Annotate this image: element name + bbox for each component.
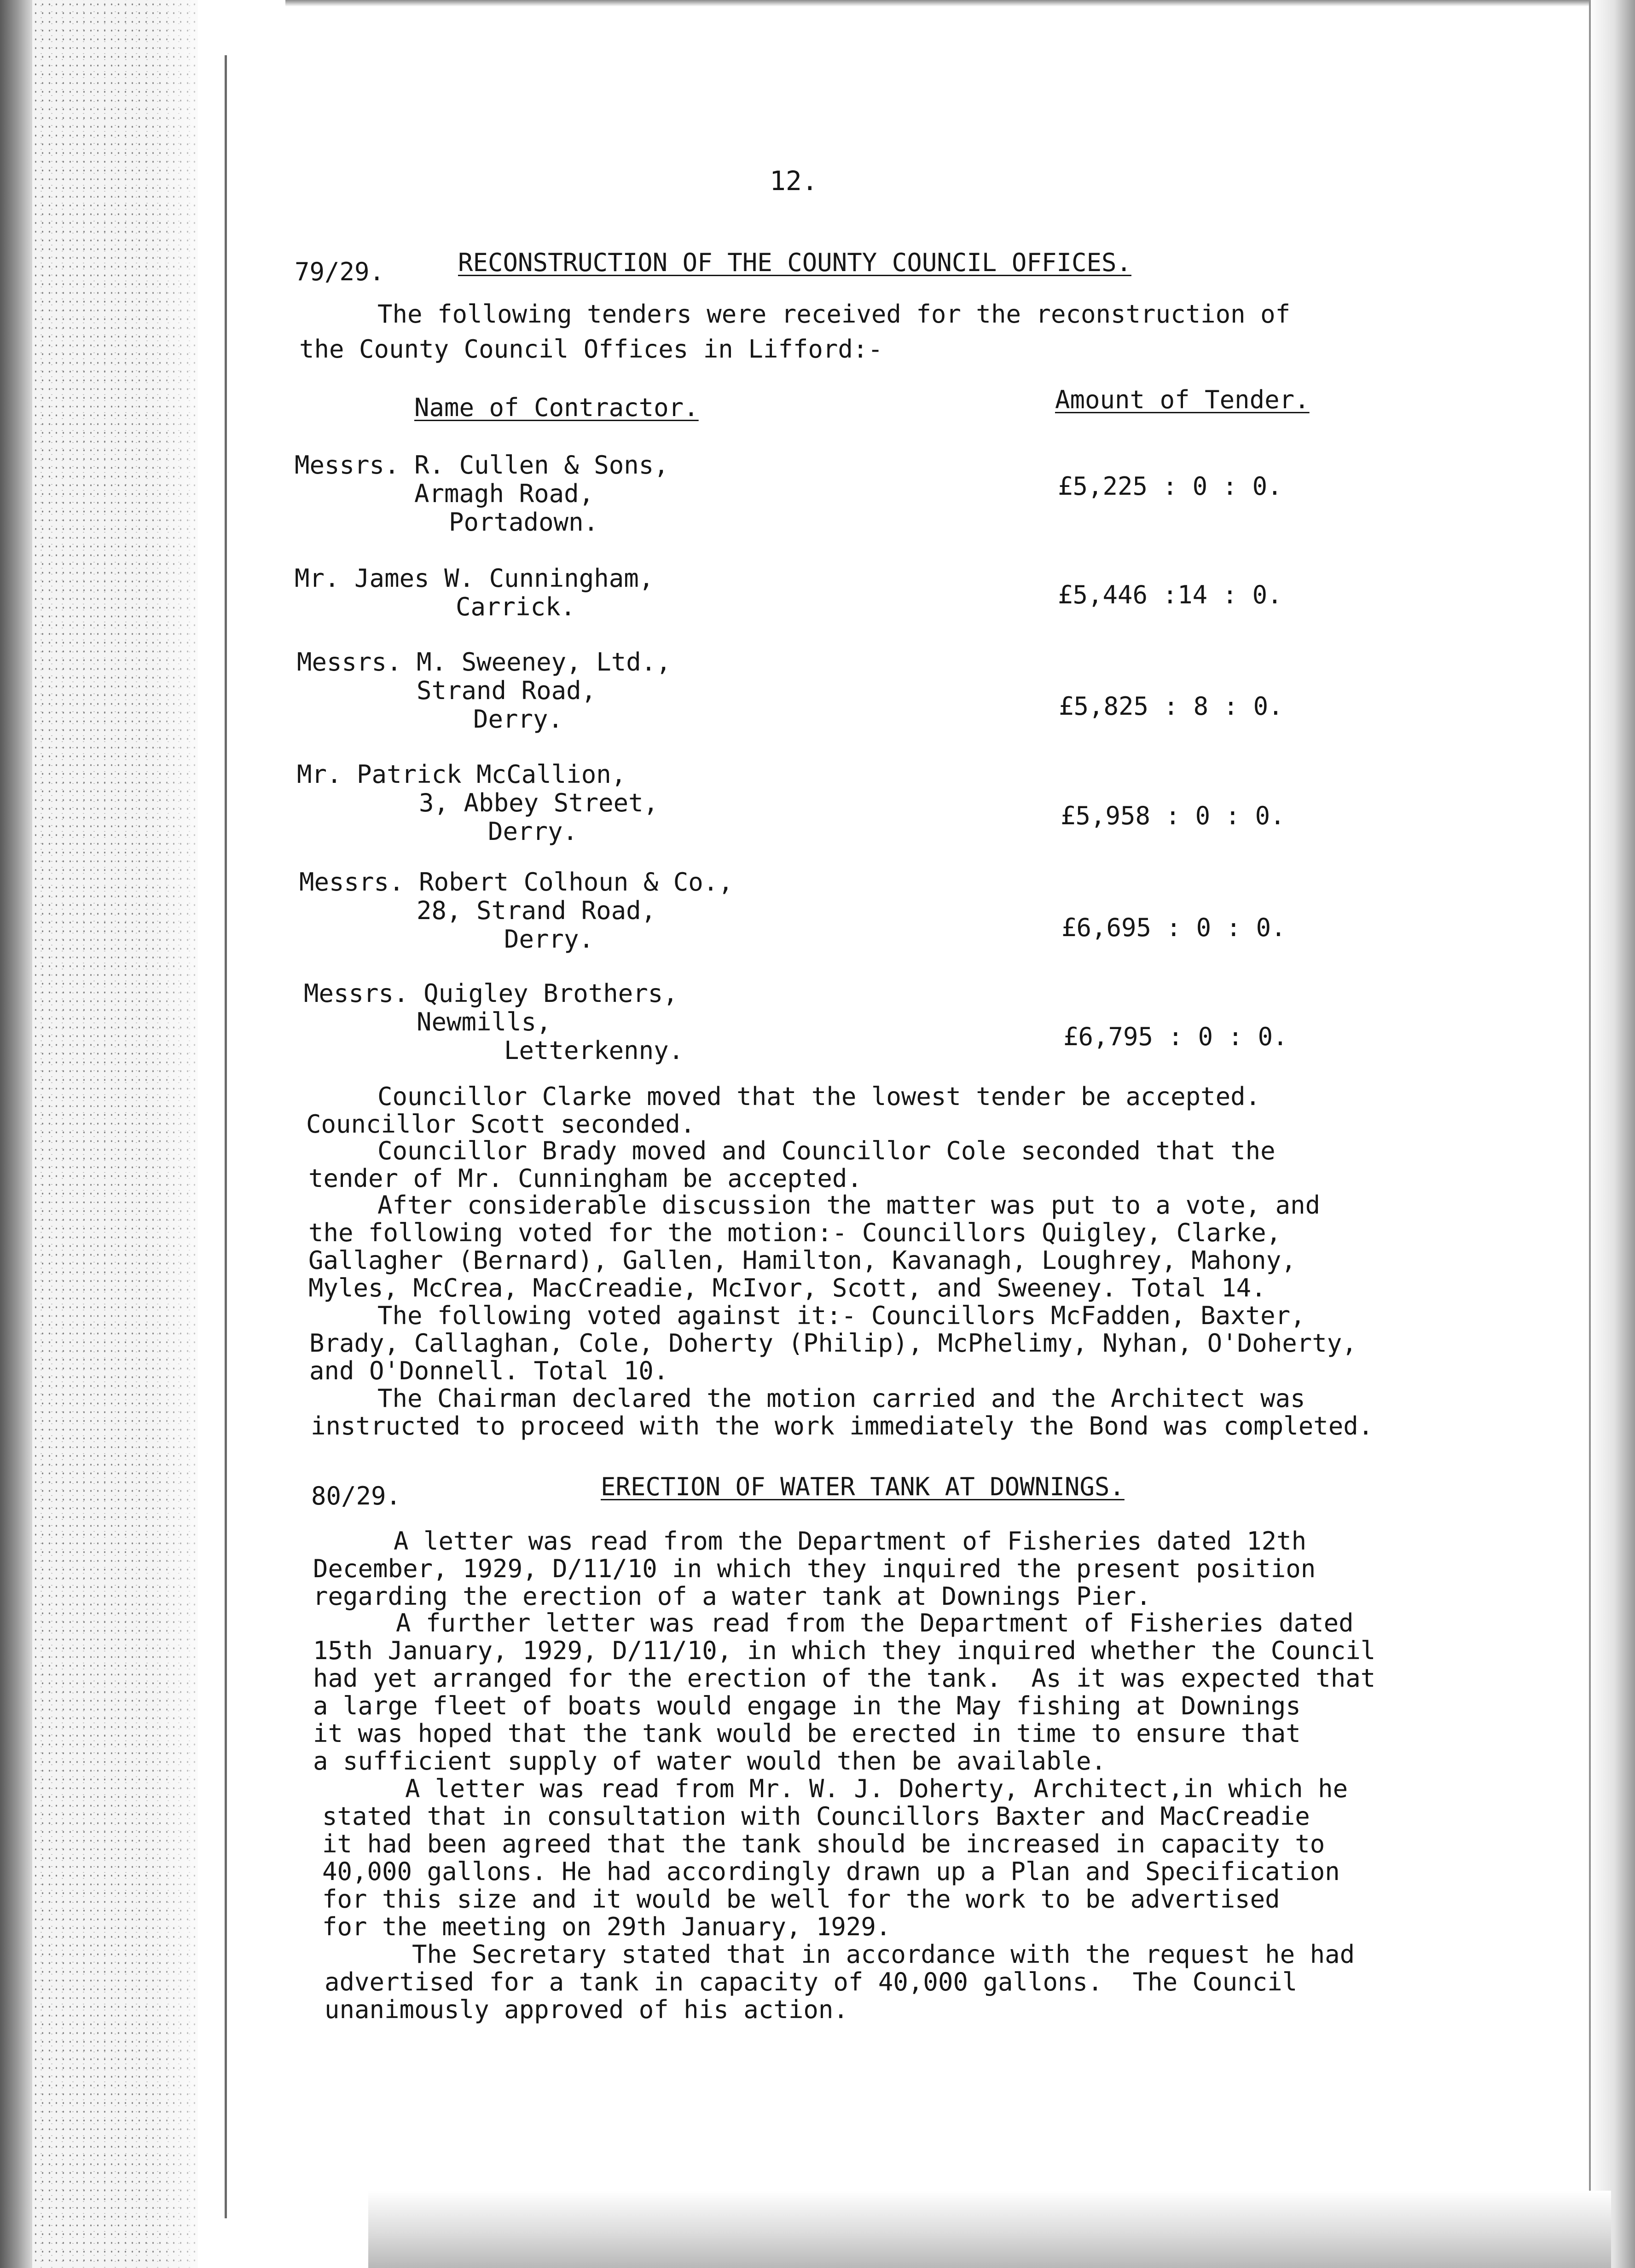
section-1-body-line-10: Brady, Callaghan, Cole, Doherty (Philip), McPhelimy, Nyhan, O'Doherty, bbox=[309, 1329, 1357, 1358]
tender-2-amount: £5,446 :14 : 0. bbox=[1058, 580, 1282, 609]
section-2-body-line-18: unanimously approved of his action. bbox=[325, 1995, 848, 2024]
section-1-body-line-1: Councillor Clarke moved that the lowest tender be accepted. bbox=[377, 1082, 1261, 1111]
tender-6-line-3: Letterkenny. bbox=[504, 1036, 684, 1065]
tender-4-line-1: Mr. Patrick McCallion, bbox=[297, 760, 626, 789]
tender-2-line-1: Mr. James W. Cunningham, bbox=[295, 564, 654, 593]
section-2-body-line-6: had yet arranged for the erection of the tank. As it was expected that bbox=[313, 1664, 1376, 1693]
tender-4-amount: £5,958 : 0 : 0. bbox=[1061, 801, 1285, 830]
section-2-ref: 80/29. bbox=[311, 1481, 401, 1510]
section-2-body-line-16: The Secretary stated that in accordance with the request he had bbox=[412, 1940, 1355, 1969]
section-1-body-line-8: Myles, McCrea, MacCreadie, McIvor, Scott, and Sweeney. Total 14. bbox=[308, 1273, 1266, 1302]
tender-3-amount: £5,825 : 8 : 0. bbox=[1059, 692, 1283, 721]
tender-1-line-1: Messrs. R. Cullen & Sons, bbox=[295, 451, 669, 480]
section-2-body-line-1: A letter was read from the Department of Fisheries dated 12th bbox=[394, 1527, 1307, 1556]
column-header-contractor: Name of Contractor. bbox=[414, 393, 699, 422]
tender-3-line-2: Strand Road, bbox=[417, 676, 597, 705]
section-2-body-line-15: for the meeting on 29th January, 1929. bbox=[322, 1912, 891, 1941]
section-1-ref: 79/29. bbox=[295, 257, 385, 286]
section-2-body-line-8: it was hoped that the tank would be erected in time to ensure that bbox=[313, 1719, 1301, 1748]
section-1-body-line-4: tender of Mr. Cunningham be accepted. bbox=[308, 1164, 862, 1193]
section-2-body-line-10: A letter was read from Mr. W. J. Doherty, Architect,in which he bbox=[405, 1774, 1348, 1803]
section-1-body-line-3: Councillor Brady moved and Councillor Cole seconded that the bbox=[377, 1136, 1276, 1165]
tender-4-line-2: 3, Abbey Street, bbox=[419, 788, 659, 817]
page-edge-bottom bbox=[368, 2191, 1611, 2268]
intro-line-1: The following tenders were received for the reconstruction of bbox=[377, 300, 1291, 329]
section-2-body-line-3: regarding the erection of a water tank at Downings Pier. bbox=[313, 1582, 1151, 1611]
page-number: 12. bbox=[770, 165, 818, 197]
intro-line-2: the County Council Offices in Lifford:- bbox=[299, 335, 883, 364]
section-2-body-line-12: it had been agreed that the tank should be increased in capacity to bbox=[322, 1829, 1325, 1858]
section-2-body-line-14: for this size and it would be well for the work to be advertised bbox=[322, 1885, 1280, 1914]
section-1-body-line-2: Councillor Scott seconded. bbox=[306, 1110, 696, 1139]
section-1-body-line-9: The following voted against it:- Councillors McFadden, Baxter, bbox=[377, 1301, 1305, 1330]
binding-fade bbox=[152, 0, 230, 2268]
tender-6-line-1: Messrs. Quigley Brothers, bbox=[304, 979, 678, 1008]
tender-5-line-3: Derry. bbox=[504, 925, 594, 954]
tender-1-line-2: Armagh Road, bbox=[414, 479, 594, 508]
tender-5-line-2: 28, Strand Road, bbox=[417, 896, 656, 925]
tender-3-line-1: Messrs. M. Sweeney, Ltd., bbox=[297, 648, 671, 677]
tender-5-line-1: Messrs. Robert Colhoun & Co., bbox=[299, 868, 733, 897]
page-edge-top bbox=[285, 0, 1620, 6]
section-1-body-line-12: The Chairman declared the motion carried and the Architect was bbox=[377, 1384, 1305, 1413]
page-edge-left bbox=[225, 55, 227, 2218]
section-2-body-line-5: 15th January, 1929, D/11/10, in which they inquired whether the Council bbox=[313, 1636, 1376, 1665]
section-1-body-line-5: After considerable discussion the matter was put to a vote, and bbox=[377, 1191, 1321, 1220]
tender-6-amount: £6,795 : 0 : 0. bbox=[1063, 1022, 1288, 1051]
tender-2-line-2: Carrick. bbox=[456, 592, 576, 621]
section-1-title: RECONSTRUCTION OF THE COUNTY COUNCIL OFFICES. bbox=[458, 248, 1131, 277]
page-edge-right bbox=[1589, 0, 1591, 2268]
tender-6-line-2: Newmills, bbox=[417, 1007, 551, 1036]
section-2-body-line-11: stated that in consultation with Councillors Baxter and MacCreadie bbox=[322, 1802, 1310, 1831]
tender-1-line-3: Portadown. bbox=[449, 508, 599, 537]
section-2-body-line-17: advertised for a tank in capacity of 40,000 gallons. The Council bbox=[325, 1967, 1298, 1996]
column-header-amount: Amount of Tender. bbox=[1055, 385, 1310, 414]
section-1-body-line-11: and O'Donnell. Total 10. bbox=[309, 1356, 669, 1385]
section-1-body-line-6: the following voted for the motion:- Councillors Quigley, Clarke, bbox=[308, 1218, 1281, 1247]
section-2-body-line-4: A further letter was read from the Department of Fisheries dated bbox=[396, 1608, 1354, 1637]
tender-5-amount: £6,695 : 0 : 0. bbox=[1061, 913, 1286, 942]
binding-shadow bbox=[0, 0, 32, 2268]
section-2-body-line-9: a sufficient supply of water would then be available. bbox=[313, 1747, 1107, 1776]
section-2-title: ERECTION OF WATER TANK AT DOWNINGS. bbox=[601, 1472, 1125, 1501]
tender-3-line-3: Derry. bbox=[473, 705, 563, 734]
tender-1-amount: £5,225 : 0 : 0. bbox=[1058, 472, 1282, 501]
section-2-body-line-2: December, 1929, D/11/10 in which they inquired the present position bbox=[313, 1554, 1316, 1583]
section-1-body-line-13: instructed to proceed with the work immediately the Bond was completed. bbox=[311, 1412, 1374, 1441]
section-2-body-line-7: a large fleet of boats would engage in the May fishing at Downings bbox=[313, 1691, 1301, 1720]
tender-4-line-3: Derry. bbox=[488, 817, 578, 846]
page-shadow-right bbox=[1589, 0, 1635, 2268]
section-1-body-line-7: Gallagher (Bernard), Gallen, Hamilton, Kavanagh, Loughrey, Mahony, bbox=[308, 1246, 1296, 1275]
section-2-body-line-13: 40,000 gallons. He had accordingly drawn up a Plan and Specification bbox=[322, 1857, 1340, 1886]
